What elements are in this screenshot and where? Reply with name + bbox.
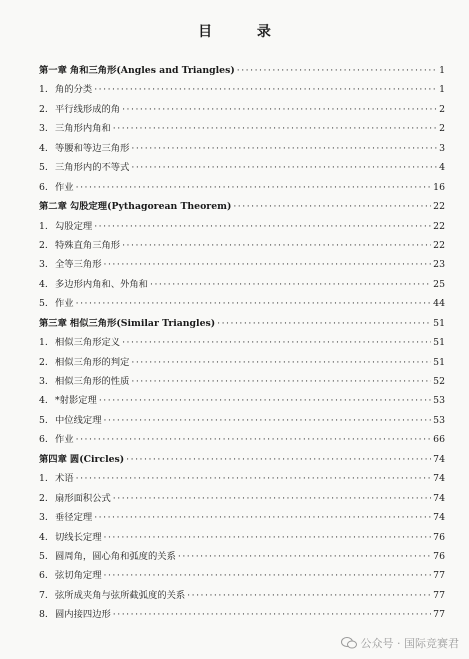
entry-page-number: 22: [433, 220, 445, 232]
toc-section-entry[interactable]: [39, 587, 445, 606]
entry-title: 切线长定理: [55, 531, 102, 543]
entry-number: 第二章: [39, 201, 67, 213]
entry-page-number: 74: [433, 512, 445, 524]
dot-leader: [76, 473, 432, 484]
dot-leader: [178, 551, 431, 562]
dot-leader: [131, 357, 431, 368]
toc-section-entry[interactable]: [39, 334, 445, 353]
entry-title: 作业: [55, 298, 74, 310]
dot-leader: [150, 279, 431, 290]
entry-page-number: 1: [439, 65, 445, 76]
dot-leader: [122, 337, 431, 348]
toc-section-entry[interactable]: [39, 509, 445, 528]
toc-section-entry[interactable]: [39, 567, 445, 586]
toc-section-entry[interactable]: [39, 237, 445, 256]
entry-title: 弦所成夹角与弦所截弧度的关系: [55, 589, 186, 601]
entry-number: 8.: [39, 609, 48, 621]
entry-page-number: 76: [433, 531, 445, 543]
toc-section-entry[interactable]: [39, 140, 445, 159]
entry-page-number: 53: [433, 395, 445, 407]
entry-title: 平行线形成的角: [55, 103, 121, 115]
entry-number: 3.: [39, 512, 48, 524]
entry-page-number: 1: [439, 84, 445, 96]
dot-leader: [104, 570, 432, 581]
entry-title: 勾股定理(Pythagorean Theorem): [69, 201, 232, 213]
entry-number: 5.: [39, 414, 48, 426]
dot-leader: [76, 434, 432, 445]
dot-leader: [104, 532, 432, 543]
entry-number: 1.: [39, 337, 48, 349]
entry-number: 5.: [39, 550, 48, 562]
toc-section-entry[interactable]: [39, 120, 445, 139]
entry-title: 多边形内角和、外角和: [55, 278, 148, 290]
entry-number: 1.: [39, 473, 48, 485]
entry-number: 2.: [39, 239, 48, 251]
entry-title: *射影定理: [55, 395, 97, 407]
entry-title: 勾股定理: [55, 220, 93, 232]
entry-page-number: 22: [433, 239, 445, 251]
entry-page-number: 74: [433, 473, 445, 485]
entry-number: 4.: [39, 395, 48, 407]
entry-page-number: 77: [433, 589, 445, 601]
entry-page-number: 2: [439, 123, 445, 135]
toc-section-entry[interactable]: [39, 295, 445, 314]
entry-number: 7.: [39, 589, 48, 601]
entry-title: 垂径定理: [55, 512, 93, 524]
dot-leader: [131, 162, 437, 173]
entry-page-number: 44: [433, 298, 445, 310]
entry-number: 3.: [39, 123, 48, 135]
entry-number: 第四章: [39, 453, 67, 465]
toc-section-entry[interactable]: [39, 431, 445, 450]
entry-page-number: 74: [433, 492, 445, 504]
toc-section-entry[interactable]: [39, 490, 445, 509]
page-title: 目 录: [198, 24, 291, 40]
entry-number: 6.: [39, 570, 48, 582]
entry-number: 4.: [39, 531, 48, 543]
toc-section-entry[interactable]: [39, 256, 445, 275]
dot-leader: [122, 104, 437, 115]
entry-page-number: 22: [433, 201, 445, 213]
entry-title: 扇形面积公式: [55, 492, 111, 504]
entry-title: 等腰和等边三角形: [55, 142, 130, 154]
entry-page-number: 74: [433, 453, 445, 465]
entry-title: 圆周角，圆心角和弧度的关系: [55, 550, 176, 562]
entry-number: 4.: [39, 142, 48, 154]
toc-chapter-entry[interactable]: [39, 315, 445, 334]
entry-page-number: 51: [433, 317, 445, 329]
entry-title: 角的分类: [55, 84, 93, 96]
entry-page-number: 53: [433, 414, 445, 426]
entry-page-number: 76: [433, 550, 445, 562]
toc-section-entry[interactable]: [39, 276, 445, 295]
entry-title: 角和三角形(Angles and Triangles): [69, 65, 235, 76]
watermark: [341, 635, 460, 651]
entry-page-number: 52: [433, 376, 445, 387]
entry-page-number: 16: [433, 181, 445, 193]
dot-leader: [76, 182, 432, 193]
entry-number: 第三章: [39, 317, 67, 329]
entry-number: 2.: [39, 492, 48, 504]
entry-title: 相似三角形的性质: [55, 376, 130, 387]
dot-leader: [131, 376, 431, 387]
entry-title: 相似三角形(Similar Triangles): [69, 317, 216, 329]
entry-page-number: 66: [433, 434, 445, 446]
dot-leader: [237, 65, 437, 76]
toc-section-entry[interactable]: [39, 81, 445, 100]
dot-leader: [122, 240, 431, 251]
toc-section-entry[interactable]: [39, 412, 445, 431]
dot-leader: [94, 512, 431, 523]
dot-leader: [104, 415, 432, 426]
entry-title: 作业: [55, 181, 74, 193]
entry-number: 4.: [39, 278, 48, 290]
entry-number: 5.: [39, 298, 48, 310]
toc-section-entry[interactable]: [39, 159, 445, 178]
dot-leader: [126, 454, 431, 465]
entry-title: 弦切角定理: [55, 570, 102, 582]
entry-page-number: 51: [433, 356, 445, 368]
entry-page-number: 25: [433, 278, 445, 290]
dot-leader: [187, 590, 431, 601]
entry-page-number: 51: [433, 337, 445, 349]
dot-leader: [113, 609, 431, 620]
entry-title: 相似三角形定义: [55, 337, 121, 349]
toc-section-entry[interactable]: [39, 529, 445, 548]
toc-chapter-entry[interactable]: [39, 62, 445, 81]
entry-number: 6.: [39, 434, 48, 446]
toc-chapter-entry[interactable]: [39, 198, 445, 217]
entry-page-number: 3: [439, 142, 445, 154]
entry-page-number: 77: [433, 570, 445, 582]
dot-leader: [131, 143, 437, 154]
entry-page-number: 2: [439, 103, 445, 115]
entry-title: 三角形内角和: [55, 123, 111, 135]
dot-leader: [233, 201, 431, 212]
entry-title: 相似三角形的判定: [55, 356, 130, 368]
entry-number: 3.: [39, 259, 48, 271]
toc-section-entry[interactable]: [39, 218, 445, 237]
toc-chapter-entry[interactable]: [39, 451, 445, 470]
entry-number: 2.: [39, 103, 48, 115]
dot-leader: [94, 84, 437, 95]
dot-leader: [94, 221, 431, 232]
entry-title: 中位线定理: [55, 414, 102, 426]
entry-page-number: 4: [439, 162, 445, 174]
entry-number: 3.: [39, 376, 48, 387]
dot-leader: [99, 395, 431, 406]
dot-leader: [113, 123, 437, 134]
toc-section-entry[interactable]: [39, 606, 445, 625]
dot-leader: [104, 259, 432, 270]
toc-section-entry[interactable]: [39, 392, 445, 411]
entry-number: 6.: [39, 181, 48, 193]
entry-number: 1.: [39, 220, 48, 232]
entry-title: 圆(Circles): [69, 453, 125, 465]
entry-title: 三角形内的不等式: [55, 162, 130, 174]
entry-number: 5.: [39, 162, 48, 174]
dot-leader: [76, 298, 432, 309]
entry-number: 1.: [39, 84, 48, 96]
dot-leader: [217, 318, 431, 329]
table-of-contents: [39, 62, 445, 626]
toc-section-entry[interactable]: [39, 179, 445, 198]
entry-title: 全等三角形: [55, 259, 102, 271]
entry-title: 特殊直角三角形: [55, 239, 121, 251]
toc-section-entry[interactable]: [39, 373, 445, 392]
entry-number: 2.: [39, 356, 48, 368]
toc-section-entry[interactable]: [39, 470, 445, 489]
toc-section-entry[interactable]: [39, 101, 445, 120]
watermark-text: 公众号 · 国际竞赛君: [360, 637, 459, 650]
entry-title: 圆内接四边形: [55, 609, 111, 621]
entry-title: 作业: [55, 434, 74, 446]
entry-page-number: 23: [433, 259, 445, 271]
toc-section-entry[interactable]: [39, 354, 445, 373]
entry-title: 术语: [55, 473, 74, 485]
toc-section-entry[interactable]: [39, 548, 445, 567]
dot-leader: [113, 493, 431, 504]
entry-number: 第一章: [39, 65, 67, 76]
entry-page-number: 77: [433, 609, 445, 621]
wechat-icon: [341, 637, 357, 649]
